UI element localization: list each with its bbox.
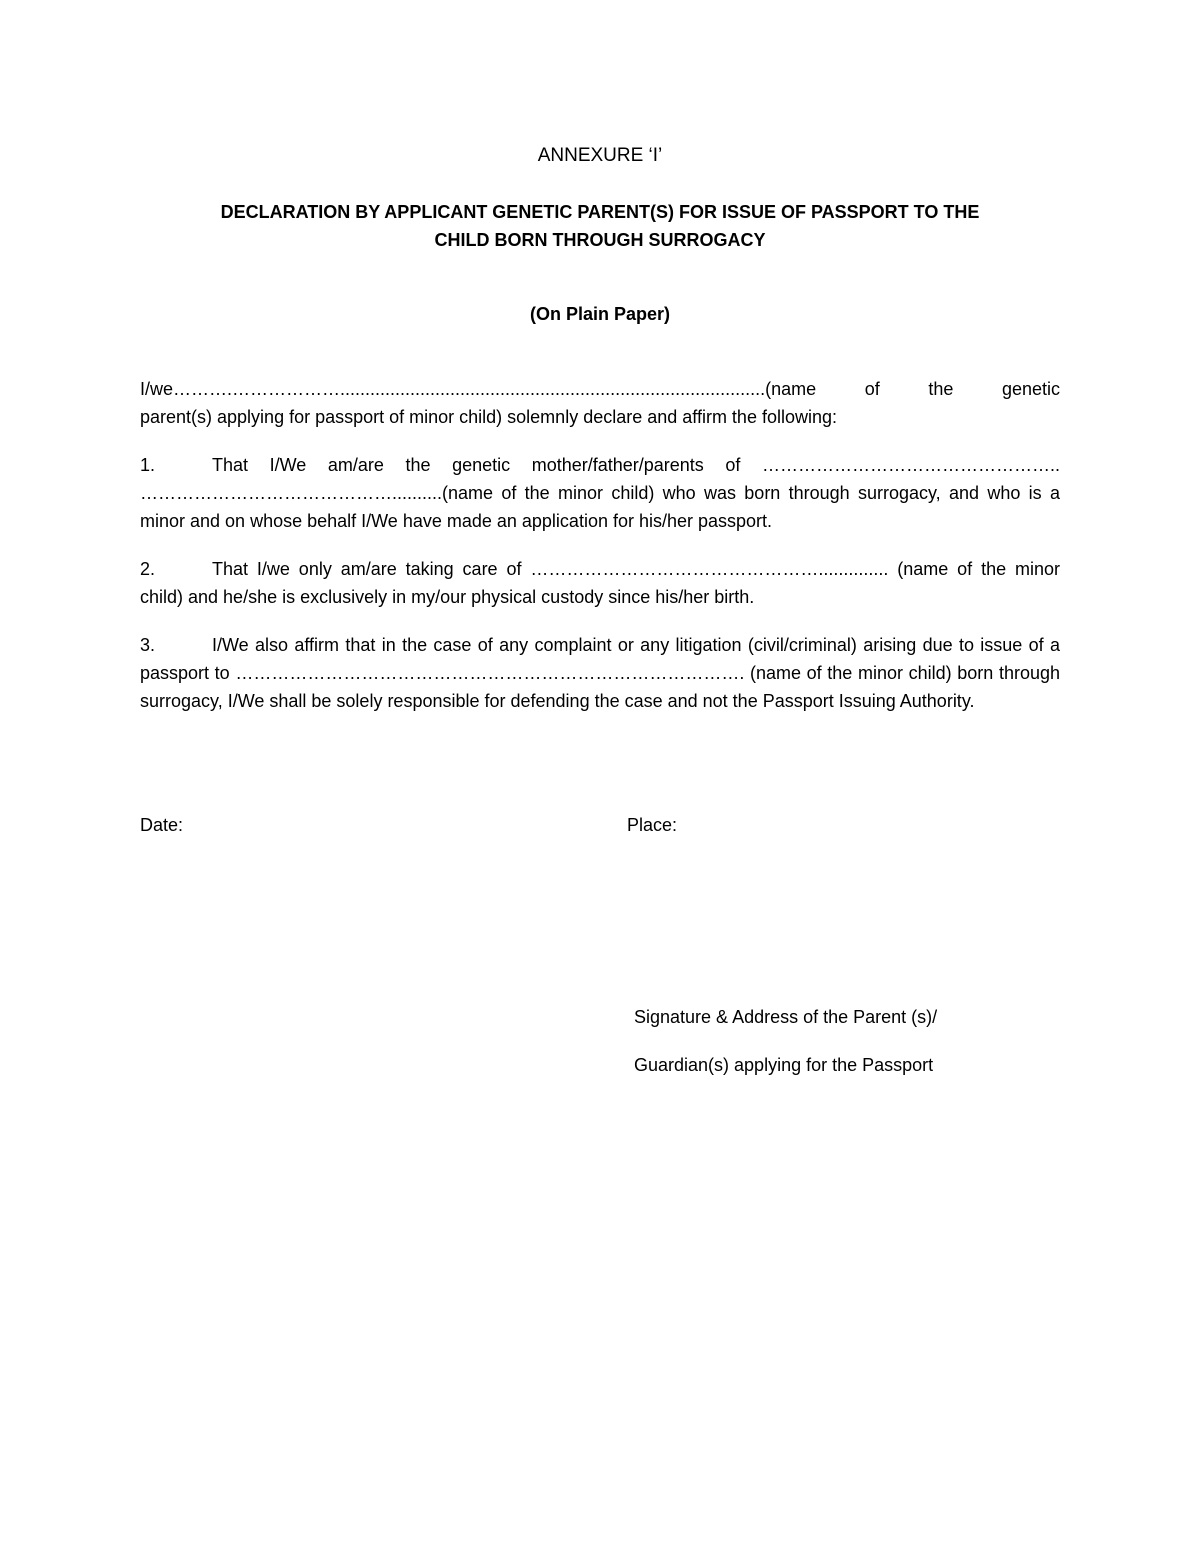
date-label: Date:	[140, 815, 184, 835]
place-label: Place:	[627, 815, 678, 835]
intro-line-2: parent(s) applying for passport of minor child) solemnly declare and affirm the following:	[140, 407, 837, 427]
paragraph-number: 3.	[140, 635, 156, 655]
paragraph-text: That I/we only am/are taking care of ………………………………………….............. (name of the minor child) and he/she is exclusively in my/our physical custody since his/her birth.	[140, 559, 1060, 607]
paragraph-text: I/We also affirm that in the case of any complaint or any litigation (civil/criminal) arising due to issue of a passport to …………………………………………………………………………. (name of the minor child) born through surrogacy, I/We shall be solely responsible for defending the case and not the Passport Issuing Authority.	[140, 635, 1060, 711]
paragraph-2	[140, 555, 1060, 611]
plain-paper-note: (On Plain Paper)	[529, 304, 671, 324]
heading-line-1: DECLARATION BY APPLICANT GENETIC PARENT(S) FOR ISSUE OF PASSPORT TO THE	[220, 202, 980, 222]
intro-line-1: I/we……….……………….....................................................................................(name of the genetic	[140, 379, 1060, 399]
heading-line-2: CHILD BORN THROUGH SURROGACY	[434, 230, 766, 250]
intro-paragraph	[140, 375, 1060, 431]
paragraph-3	[140, 631, 1060, 715]
annexure-title: ANNEXURE ‘I’	[537, 145, 663, 166]
signature-line-1: Signature & Address of the Parent (s)/	[634, 1007, 938, 1027]
paragraph-number: 1.	[140, 455, 156, 475]
paragraph-text: That I/We am/are the genetic mother/father/parents of ………………………………………….. ……………………………………..........(name of the minor child) who was born through surrogacy, and who is a minor and on whose behalf I/We have made an application for his/her passport.	[140, 455, 1060, 531]
declaration-heading	[130, 198, 1070, 254]
signature-line-2: Guardian(s) applying for the Passport	[634, 1055, 934, 1075]
paragraph-1	[140, 451, 1060, 535]
paragraph-number: 2.	[140, 559, 156, 579]
